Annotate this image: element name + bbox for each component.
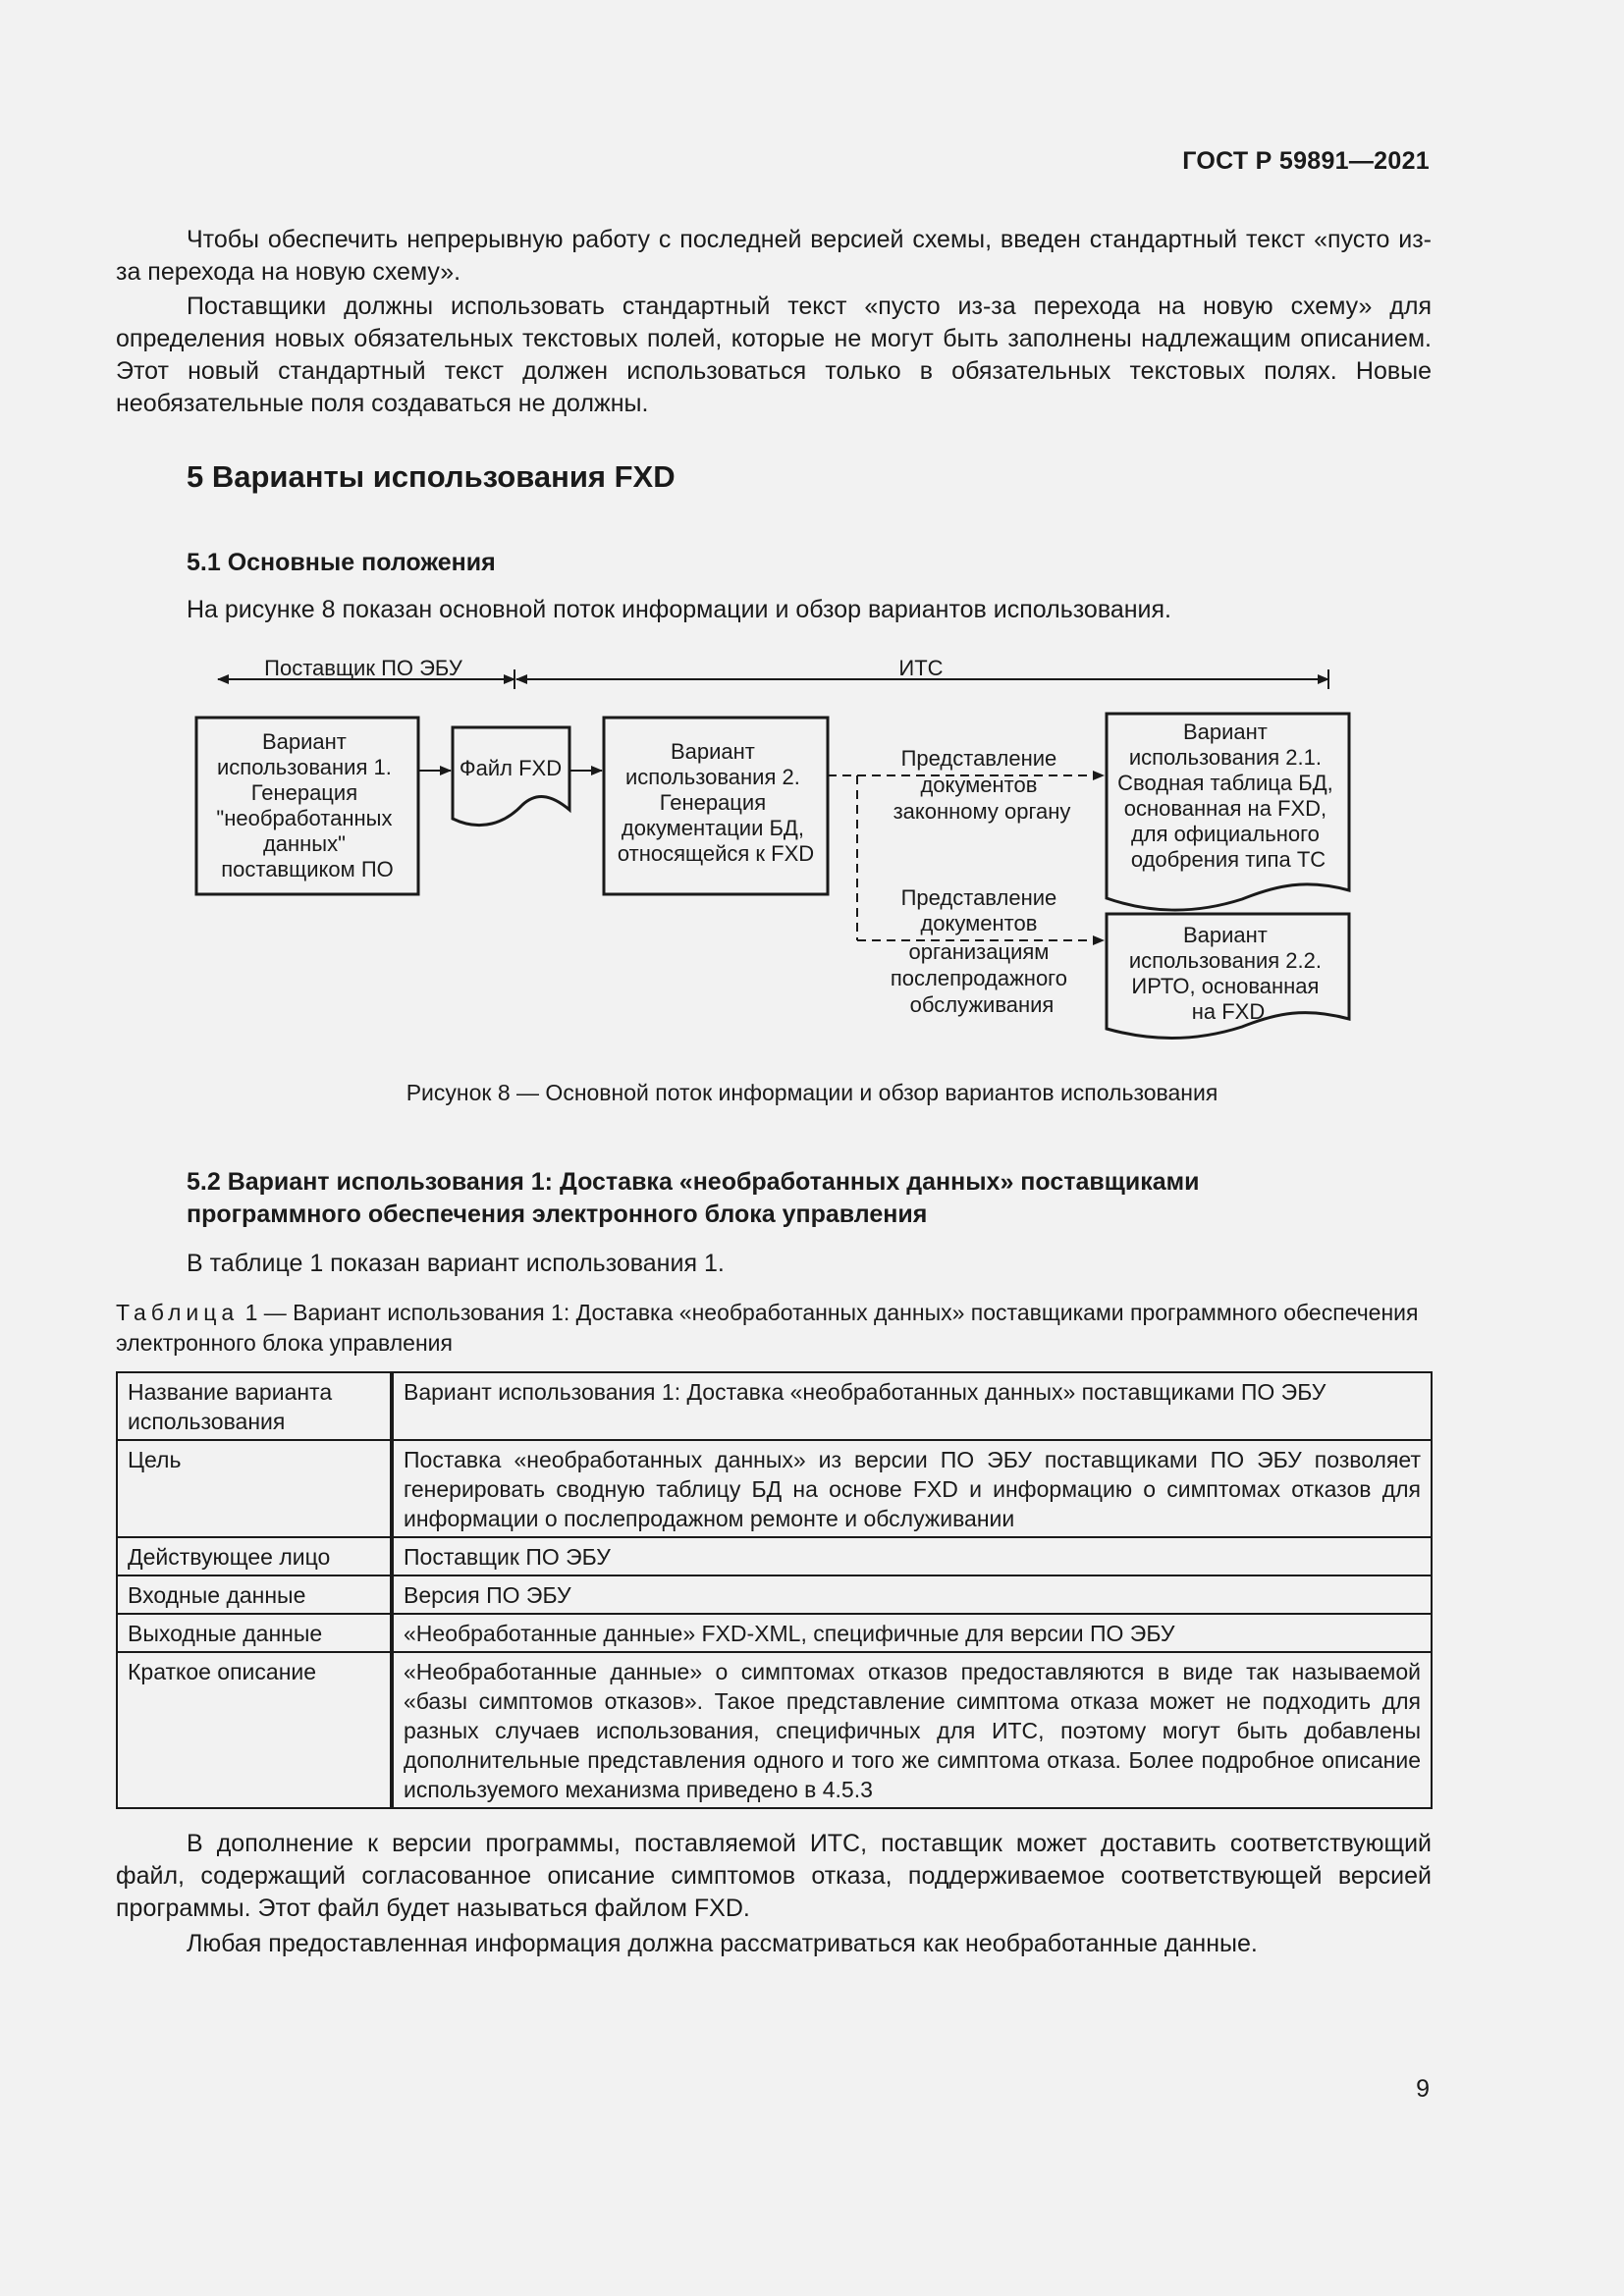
table-key-cell: Краткое описание [117, 1652, 392, 1808]
table-row [117, 1440, 1432, 1537]
use-case-1-text: Вариант использования 1. Генерация "необработанных данных" поставщиком ПО [216, 729, 394, 881]
table-row [117, 1575, 1432, 1614]
outro-paragraph-1: В дополнение к версии программы, поставляемой ИТС, поставщик может доставить соответствующий файл, содержащий согласованное описание симптомов отказа, поддерживаемое соответствующей версией программы. Этот файл будет называться файлом FXD. [116, 1830, 1432, 1922]
standard-header: ГОСТ Р 59891—2021 [1182, 147, 1430, 175]
table-key-cell: Цель [117, 1440, 392, 1537]
table-row [117, 1614, 1432, 1652]
table-value-cell: Поставщик ПО ЭБУ [392, 1537, 1432, 1575]
supplier-range-label: Поставщик ПО ЭБУ [264, 656, 462, 680]
arrow-2-label: Представление документов организациям послепродажного обслуживания [890, 885, 1067, 1017]
table-row [117, 1372, 1432, 1440]
figure-caption: Рисунок 8 — Основной поток информации и обзор вариантов использования [406, 1080, 1218, 1105]
section-5-2-text: В таблице 1 показан вариант использования 1. [187, 1250, 725, 1277]
table-value-cell: Вариант использования 1: Доставка «необработанных данных» поставщиками ПО ЭБУ [392, 1372, 1432, 1440]
table-row [117, 1652, 1432, 1808]
table-1-title [116, 1298, 1432, 1359]
table-key-cell: Название варианта использования [117, 1372, 392, 1440]
intro-paragraph-1: Чтобы обеспечить непрерывную работу с последней версией схемы, введен стандартный текст «пусто из-за перехода на новую схему». [116, 226, 1432, 286]
section-5-1-text: На рисунке 8 показан основной поток информации и обзор вариантов использования. [187, 596, 1171, 623]
use-case-2-1-text: Вариант использования 2.1. Сводная таблица БД, основанная на FXD, для официального одобрения типа ТС [1117, 720, 1333, 872]
table-value-cell: Версия ПО ЭБУ [392, 1575, 1432, 1614]
use-case-1-table [116, 1371, 1433, 1809]
table-value-cell: Поставка «необработанных данных» из версии ПО ЭБУ поставщиками ПО ЭБУ позволяет генерировать сводную таблицу БД на основе FXD и информацию о симптомах отказов для информации о послепродажном ремонте и обслуживании [392, 1440, 1432, 1537]
page-number: 9 [1416, 2075, 1430, 2103]
use-case-2-text: Вариант использования 2. Генерация документации БД, относящейся к FXD [617, 739, 815, 866]
table-key-cell: Действующее лицо [117, 1537, 392, 1575]
table-key-cell: Выходные данные [117, 1614, 392, 1652]
table-row [117, 1537, 1432, 1575]
table-key-cell: Входные данные [117, 1575, 392, 1614]
intro-paragraph-2: Поставщики должны использовать стандартный текст «пусто из-за перехода на новую схему» для определения новых обязательных текстовых полей, которые не могут быть заполнены надлежащим описанием. Этот новый стандартный текст должен использоваться только в обязательных текстовых полях. Новые необязательные поля создаваться не должны. [116, 293, 1432, 417]
table-1-label: Таблица [116, 1300, 240, 1325]
table-1-caption: 1 — Вариант использования 1: Доставка «необработанных данных» поставщиками программного обеспечения электронного блока управления [116, 1300, 1419, 1356]
outro-paragraph-2: Любая предоставленная информация должна рассматриваться как необработанные данные. [187, 1930, 1258, 1957]
table-value-cell: «Необработанные данные» о симптомах отказов предоставляются в виде так называемой «базы симптомов отказов». Такое представление симптома отказа может не подходить для разных случаев использования, специфичных для ИТС, поэтому могут быть добавлены дополнительные представления одного и того же симптома отказа. Более подробное описание используемого механизма приведено в 4.5.3 [392, 1652, 1432, 1808]
arrow-1-label: Представление документов законному органу [893, 746, 1071, 824]
table-value-cell: «Необработанные данные» FXD-XML, специфичные для версии ПО ЭБУ [392, 1614, 1432, 1652]
section-5-title: 5 Варианты использования FXD [187, 459, 676, 494]
its-range-label: ИТС [898, 656, 944, 680]
section-5-1-title: 5.1 Основные положения [187, 549, 496, 576]
section-5-2-title [187, 1166, 1365, 1231]
section-5-2-title-line-1: 5.2 Вариант использования 1: Доставка «необработанных данных» поставщиками [187, 1168, 1200, 1196]
section-5-2-title-line-2: программного обеспечения электронного блока управления [187, 1201, 928, 1228]
fxd-file-label: Файл FXD [459, 756, 563, 780]
use-case-2-2-text: Вариант использования 2.2. ИРТО, основанная на FXD [1128, 923, 1323, 1024]
